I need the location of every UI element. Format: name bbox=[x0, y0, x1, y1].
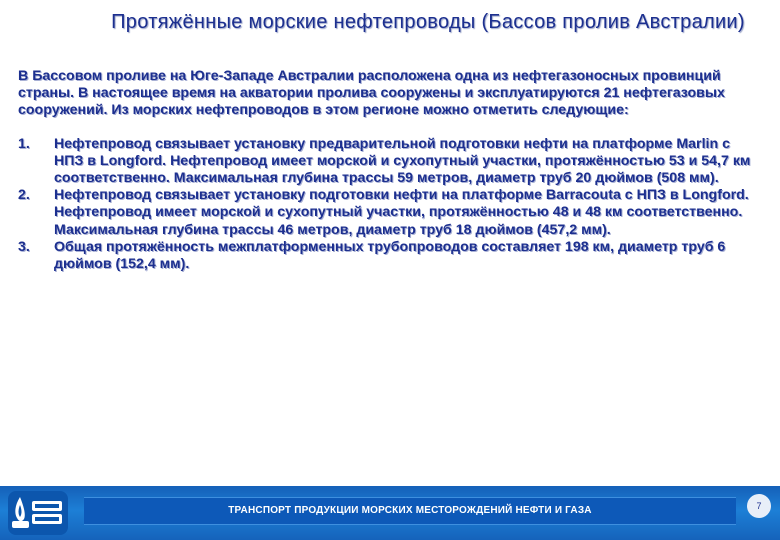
list-item-text: Нефтепровод связывает установку подготовки нефти на платформе Barracouta с НПЗ в Longford. Нефтепровод имеет морской и сухопутный участки, протяжённостью 48 и 48 км соответственно. Максимальная глубина трассы 46 метров, диаметр труб 18 дюймов (457,2 мм). bbox=[54, 187, 749, 238]
list-item-text: Нефтепровод связывает установку предварительной подготовки нефти на платформе Marlin с НПЗ в Longford. Нефтепровод имеет морской и сухопутный участки, протяжённостью 53 и 54,7 км соответственно. Максимальная глубина трассы 59 метров, диаметр труб 20 дюймов (508 мм). bbox=[54, 135, 751, 187]
gazprom-logo-icon bbox=[8, 491, 68, 535]
list-item-number: 1. bbox=[18, 135, 30, 152]
intro-paragraph: В Бассовом проливе на Юге-Западе Австралии расположена одна из нефтегазоносных провинций страны. В настоящее время на акватории пролива сооружены и эксплуатируются 21 нефтегазовых сооружений. Из морских нефтепроводов в этом регионе можно отметить следующие: bbox=[18, 68, 725, 119]
page-number: 7 bbox=[747, 494, 771, 518]
list-item bbox=[18, 187, 758, 239]
list-item bbox=[18, 239, 758, 273]
footer-caption: ТРАНСПОРТ ПРОДУКЦИИ МОРСКИХ МЕСТОРОЖДЕНИЙ НЕФТИ И ГАЗА bbox=[84, 497, 736, 525]
list-item bbox=[18, 136, 758, 188]
footer-bar bbox=[0, 486, 780, 540]
slide-title: Протяжённые морские нефтепроводы (Бассов пролив Австралии) bbox=[111, 11, 745, 33]
list-item-text: Общая протяжённость межплатформенных трубопроводов составляет 198 км, диаметр труб 6 дюймов (152,4 мм). bbox=[54, 238, 726, 273]
list-item-number: 2. bbox=[18, 187, 30, 204]
slide-body bbox=[18, 68, 758, 273]
list-item-number: 3. bbox=[18, 238, 30, 255]
pipeline-list bbox=[18, 136, 758, 274]
